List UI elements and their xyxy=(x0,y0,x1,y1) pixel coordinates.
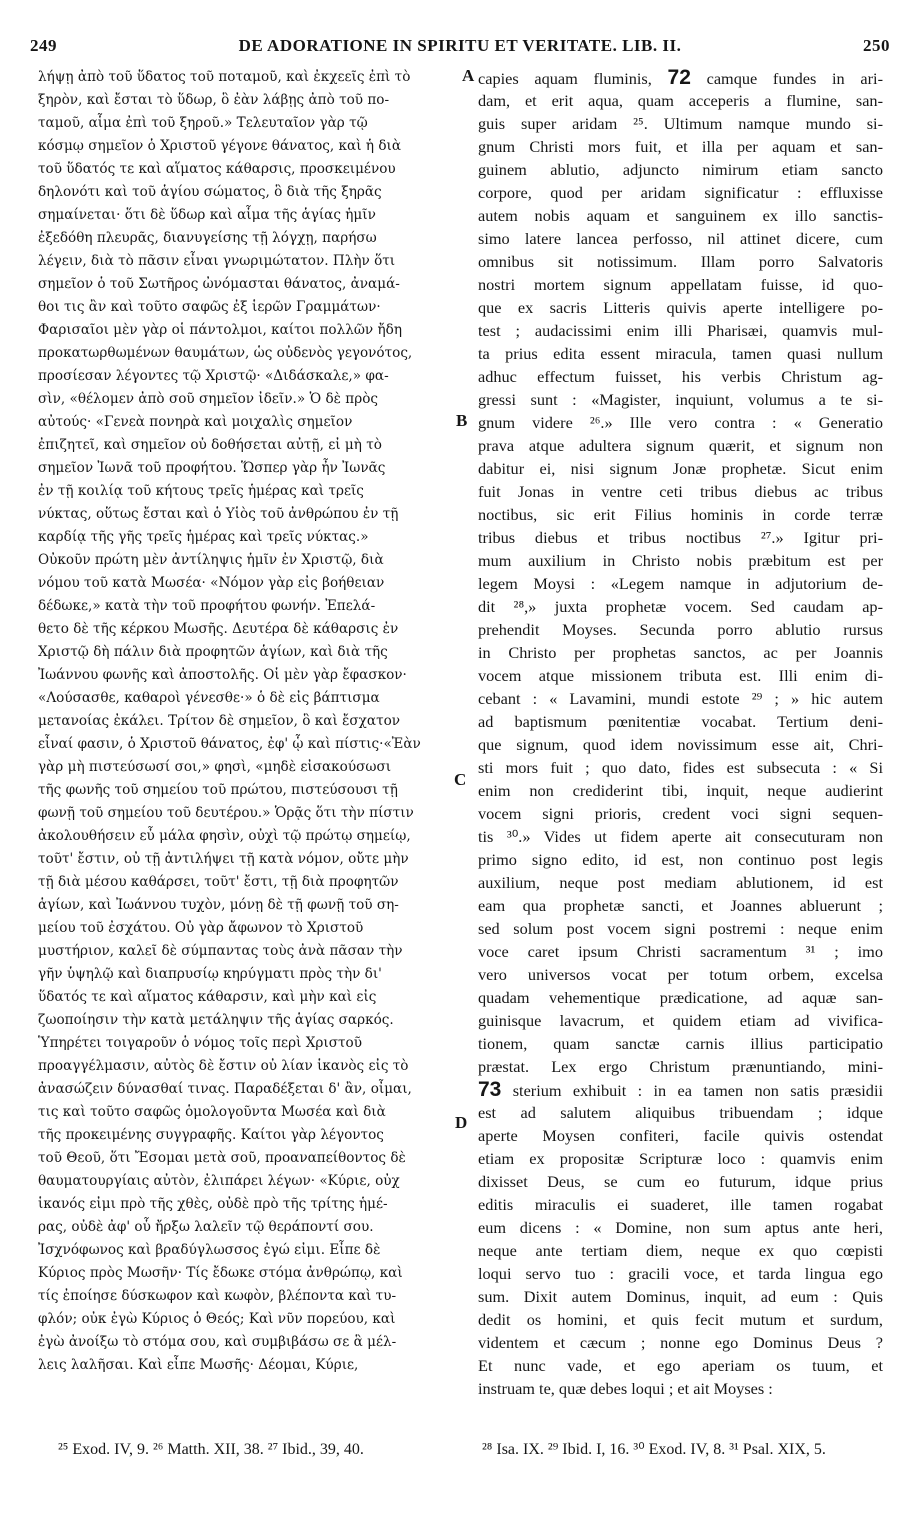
text-line: primo signo edito, id est, non continuo post legis xyxy=(478,850,883,869)
text-line: enim non crediderint tibi, inquit, neque audierint xyxy=(478,781,883,800)
text-line: dit ²⁸,» juxta prophetæ vocem. Sed caudam ap- xyxy=(478,597,883,616)
text-line: auxilium, neque post mediam ablutionem, id est xyxy=(478,873,883,892)
text-line: αὐτούς· «Γενεὰ πονηρὰ καὶ μοιχαλὶς σημεῖον xyxy=(38,414,353,430)
text-line: simo latere lancea perfosso, nil attinet dicere, cum xyxy=(478,229,883,248)
text-line: fuit Jonas in ventre ceti tribus diebus ac tribus xyxy=(478,482,883,501)
text-line: editis miraculis ei suaderet, ille tamen rogabat xyxy=(478,1195,883,1214)
text-line: Χριστῷ δὴ πάλιν διὰ προφητῶν ἁγίων, καὶ διὰ τῆς xyxy=(38,644,388,660)
text-line: videntem et cæcum ; nonne ego Dominus Deus ? xyxy=(478,1333,883,1352)
text-line: προαγγέλμασιν, αὐτὸς δὲ ἔστιν οὐ λίαν ἱκανὸς εἰς τὸ xyxy=(38,1058,409,1074)
text-line: vocem signi prioris, credent voci signi sequen- xyxy=(478,804,883,823)
text-line: guinem ablutio, adjuncto nimirum etiam sancto xyxy=(478,160,883,179)
column-marker-b: B xyxy=(456,411,468,430)
text-line: Ὑπηρέτει τοιγαροῦν ὁ νόμος τοῖς περὶ Χριστοῦ xyxy=(38,1035,362,1051)
text-segment: capies aquam fluminis, xyxy=(478,69,652,88)
text-line: que ex sacris Litteris quivis aperte intelligere po- xyxy=(478,298,883,317)
footnotes-left: ²⁵ Exod. IV, 9. ²⁶ Matth. XII, 38. ²⁷ Ibid., 39, 40. xyxy=(58,1441,364,1458)
column-number: 73 xyxy=(478,1078,502,1101)
text-line xyxy=(478,1078,883,1101)
text-line: Οὐκοῦν πρώτη μὲν ἀντίληψις ἡμῖν ἐν Χριστῷ, διὰ xyxy=(38,552,384,568)
text-line: μυστήριον, καλεῖ δὲ σύμπαντας τοὺς ἀνὰ πᾶσαν τὴν xyxy=(38,943,403,959)
text-line: σημεῖον Ἰωνᾶ τοῦ προφήτου. Ὥσπερ γὰρ ἦν Ἰωνᾶς xyxy=(38,460,386,476)
text-line: Ἰωάννου φωνῆς καὶ ἀποστολῆς. Οἱ μὲν γὰρ ἔφασκον· xyxy=(38,667,407,683)
text-line: τίς ἐποίησε δύσκωφον καὶ κωφὸν, βλέποντα καὶ τυ- xyxy=(38,1288,397,1304)
text-line: τοῦ ὕδατός τε καὶ αἵματος κάθαρσις, προσκειμένου xyxy=(38,161,396,177)
text-line: ξηρὸν, καὶ ἔσται τὸ ὕδωρ, ὃ ἐὰν λάβῃς ἀπὸ τοῦ πο- xyxy=(38,92,390,108)
text-line: γῆν ὑψηλῷ καὶ διαπρυσίῳ κηρύγματι πρὸς τὴν δι' xyxy=(38,966,382,982)
text-line: ἐπιζητεῖ, καὶ σημεῖον οὐ δοθήσεται αὐτῇ, εἰ μὴ τὸ xyxy=(38,437,382,453)
text-line: aperte Moysen confiteri, facile quivis ostendat xyxy=(478,1126,883,1145)
text-line: guinisque lavacrum, et quidem etiam ad vivifica- xyxy=(478,1011,883,1030)
text-line: gressi sunt : «Magister, inquiunt, volumus a te si- xyxy=(478,390,883,409)
text-segment: sterium exhibuit : in ea tamen non satis præsidii xyxy=(512,1081,883,1100)
text-line: τῆς φωνῆς τοῦ σημείου τοῦ πρώτου, πιστεύσουσι τῇ xyxy=(38,782,398,798)
greek-text-column xyxy=(38,66,456,1377)
text-line: quadam vehementique prædicatione, ad aquæ san- xyxy=(478,988,883,1007)
text-line: νόμου τοῦ κατὰ Μωσέα· «Νόμον γὰρ εἰς βοήθειαν xyxy=(38,575,385,591)
text-line: tionem, quam sanctæ carnis illius participatio xyxy=(478,1034,883,1053)
running-title: DE ADORATIONE IN SPIRITU ET VERITATE. LIB. II. xyxy=(238,36,682,55)
text-line: noctibus, sic erit Filius hominis in corde terræ xyxy=(478,505,883,524)
text-line: ἀκολουθήσειν εὖ μάλα φησὶν, οὐχὶ τῷ πρώτῳ σημείῳ, xyxy=(38,828,411,844)
text-line: νύκτας, οὕτως ἔσται καὶ ὁ Υἱὸς τοῦ ἀνθρώπου ἐν τῇ xyxy=(38,506,399,522)
text-line: gnum videre ²⁶.» Ille vero contra : « Generatio xyxy=(478,413,883,432)
text-line: est ad salutem aliquibus tribuendam ; idque xyxy=(478,1103,883,1122)
text-line: vocem atque missionem tributa est. Illi enim di- xyxy=(478,666,883,685)
text-line: ζωοποίησιν τὴν κατὰ μετάληψιν τῆς ἁγίας σαρκός. xyxy=(38,1012,394,1028)
text-line: προσίεσαν λέγοντες τῷ Χριστῷ· «Διδάσκαλε,» φα- xyxy=(38,368,389,384)
text-line: μείου τοῦ ἐσχάτου. Οὐ γὰρ ἄφωνον τὸ Χριστοῦ xyxy=(38,920,364,936)
text-line: eum dicens : « Domine, non sum aptus ante heri, xyxy=(478,1218,883,1237)
latin-text-column xyxy=(478,66,883,1400)
text-line: tis ³⁰.» Vides ut fidem aperte ait consecuturam non xyxy=(478,827,883,846)
text-line: eam qua prophetæ sancti, et Joannes abluerunt ; xyxy=(478,896,883,915)
running-header xyxy=(30,36,890,60)
text-line: λέγειν, διὰ τὸ πᾶσιν εἶναι γνωριμώτατον. Πλὴν ὅτι xyxy=(38,253,396,269)
text-line: φωνῇ τοῦ σημείου τοῦ δευτέρου.» Ὁρᾷς ὅτι τὴν πίστιν xyxy=(38,805,414,821)
text-line: δέδωκε,» κατὰ τὴν τοῦ προφήτου φωνήν. Ἐπελά- xyxy=(38,598,376,614)
text-line: προκατωρθωμένων θαυμάτων, ὡς οὐδενὸς γεγονότος, xyxy=(38,345,413,361)
text-line: guis super aridam ²⁵. Ultimum namque mundo si- xyxy=(478,114,883,133)
column-marker-a: A xyxy=(462,66,475,85)
text-line: prehendit Moyses. Secunda porro ablutio rursus xyxy=(478,620,883,639)
column-number: 72 xyxy=(667,66,691,89)
text-line: sum. Dixit autem Dominus, inquit, ad eum : Quis xyxy=(478,1287,883,1306)
page-number-right: 250 xyxy=(863,36,890,55)
text-line: instruam te, quæ debes loqui ; et ait Moyses : xyxy=(478,1379,773,1398)
text-line: Φαρισαῖοι μὲν γὰρ οἱ πάντολμοι, καίτοι πολλῶν ἤδη xyxy=(38,322,402,338)
text-line: vero universos vocat per totum orbem, excelsa xyxy=(478,965,883,984)
text-line: gnum Christi mors fuit, et illa per aquam et san- xyxy=(478,137,883,156)
text-line: voce caret ipsum Christi sacramentum ³¹ ; imo xyxy=(478,942,883,961)
text-line: legem Moysi : «Legem namque in adjutorium de- xyxy=(478,574,883,593)
text-line: λήψῃ ἀπὸ τοῦ ὕδατος τοῦ ποταμοῦ, καὶ ἐκχεεῖς ἐπὶ τὸ xyxy=(38,69,411,85)
text-line: θοι τις ἂν καὶ τοῦτο σαφῶς ἐξ ἱερῶν Γραμμάτων· xyxy=(38,299,381,315)
text-line: θετο δὲ τῆς κέρκου Μωσῆς. Δευτέρα δὲ κάθαρσις ἐν xyxy=(38,621,399,637)
text-line: sti mors fuit ; quo dato, fides est subsecuta : « Si xyxy=(478,758,883,777)
text-line: τοῦτ' ἔστιν, οὐ τῇ ἀντιλήψει τῇ κατὰ νόμον, οὔτε μὴν xyxy=(38,851,409,867)
text-line: κόσμῳ σημεῖον ὁ Χριστοῦ γέγονε θάνατος, καὶ ἡ διὰ xyxy=(38,138,402,154)
text-line: Ἰσχνόφωνος καὶ βραδύγλωσσος ἐγώ εἰμι. Εἶπε δὲ xyxy=(38,1242,381,1258)
text-segment: camque fundes in ari- xyxy=(706,69,883,88)
text-line: mum auxilium in Christo nobis præbitum est per xyxy=(478,551,883,570)
text-line: Κύριος πρὸς Μωσῆν· Τίς ἔδωκε στόμα ἀνθρώπῳ, καὶ xyxy=(38,1265,403,1281)
text-line: in Christo per prophetas sanctos, ac per Joannis xyxy=(478,643,883,662)
text-line: «Λούσασθε, καθαροὶ γένεσθε·» ὁ δὲ εἰς βάπτισμα xyxy=(38,690,380,706)
text-line: tribus diebus et tribus noctibus ²⁷.» Igitur pri- xyxy=(478,528,883,547)
column-marker-d: D xyxy=(455,1113,468,1132)
text-line: τῆς προκειμένης συγγραφῆς. Καίτοι γὰρ λέγοντος xyxy=(38,1127,384,1143)
text-line: dam, et erit aqua, quam acceperis a flumine, san- xyxy=(478,91,883,110)
text-line: que signum, quod idem novissimum esse ait, Chri- xyxy=(478,735,883,754)
text-line: dabitur ei, nisi signum Jonæ prophetæ. Sicut enim xyxy=(478,459,883,478)
text-line: ἐξεδόθη πλευρᾶς, διανυγείσης τῇ λόγχῃ, παρήσω xyxy=(38,230,377,246)
text-line: etiam ex propositæ Scripturæ loco : quamvis enim xyxy=(478,1149,883,1168)
text-line: ἱκανός εἰμι πρὸ τῆς χθὲς, οὐδὲ πρὸ τῆς τρίτης ἡμέ- xyxy=(38,1196,388,1212)
text-line xyxy=(478,66,883,89)
text-line: δηλονότι καὶ τοῦ ἁγίου σώματος, ὃ διὰ τῆς ξηρᾶς xyxy=(38,184,382,200)
text-line: adhuc effectum fuisset, his verbis Christum ag- xyxy=(478,367,883,386)
text-line: φλόν; οὐκ ἐγὼ Κύριος ὁ Θεός; Καὶ νῦν πορεύου, καὶ xyxy=(38,1311,396,1327)
text-line: ad baptismum pœnitentiæ vocabat. Tertium deni- xyxy=(478,712,883,731)
text-line: ἀνασώζειν δύνασθαί τινας. Παραδέξεται δ' ἂν, οἶμαι, xyxy=(38,1081,412,1097)
text-line: τοῦ Θεοῦ, ὅτι Ἔσομαι μετὰ σοῦ, προαναπείθοντος δὲ xyxy=(38,1150,406,1166)
text-line: καρδίᾳ τῆς γῆς τρεῖς ἡμέρας καὶ τρεῖς νύκτας.» xyxy=(38,529,369,545)
text-line: γὰρ μὴ πιστεύσωσί σοι,» φησὶ, «μηδὲ εἰσακούσωσι xyxy=(38,759,392,775)
text-line: εἶναί φασιν, ὁ Χριστοῦ θάνατος, ἐφ' ᾧ καὶ πίστις·«Ἐὰν xyxy=(38,736,421,752)
text-line: σὶν, «θέλομεν ἀπὸ σοῦ σημεῖον ἰδεῖν.» Ὁ δὲ πρὸς xyxy=(38,391,379,407)
text-line: prava atque adultera signum quærit, et signum non xyxy=(478,436,883,455)
text-line: ta prius edita essent miracula, tamen quasi nullum xyxy=(478,344,883,363)
text-line: μετανοίας ἐκάλει. Τρίτον δὲ σημεῖον, ὃ καὶ ἔσχατον xyxy=(38,713,401,729)
text-line: sed solum post vocem signi postremi : neque enim xyxy=(478,919,883,938)
text-line: cebant : « Lavamini, mundi estote ²⁹ ; » hic autem xyxy=(478,689,883,708)
text-line: ὕδατός τε καὶ αἵματος κάθαρσιν, καὶ μὴν καὶ εἰς xyxy=(38,989,377,1005)
text-line: ἐγὼ ἀνοίξω τὸ στόμα σου, καὶ συμβιβάσω σε ἃ μέλ- xyxy=(38,1334,397,1350)
text-line: τῇ διὰ μέσου καθάρσει, τοῦτ' ἔστι, τῇ διὰ προφητῶν xyxy=(38,874,399,890)
text-line: λεις λαλῆσαι. Καὶ εἶπε Μωσῆς· Δέομαι, Κύριε, xyxy=(38,1357,359,1373)
text-line: ρας, οὐδὲ ἀφ' οὗ ἤρξω λαλεῖν τῷ θεράποντί σου. xyxy=(38,1219,374,1235)
text-line: præstat. Lex ergo Christum prænuntiando, mini- xyxy=(478,1057,883,1076)
text-line: θαυματουργίαις αὐτὸν, ἐλιπάρει λέγων· «Κύριε, οὐχ xyxy=(38,1173,400,1189)
text-line: test ; audacissimi enim illi Pharisæi, quamvis mul- xyxy=(478,321,883,340)
text-line: ἐν τῇ κοιλίᾳ τοῦ κήτους τρεῖς ἡμέρας καὶ τρεῖς xyxy=(38,483,364,499)
text-line: omnibus sit notissimum. Illam porro Salvatoris xyxy=(478,252,883,271)
text-line: ταμοῦ, αἷμα ἐπὶ τοῦ ξηροῦ.» Τελευταῖον γὰρ τῷ xyxy=(38,115,368,131)
page-number-left: 249 xyxy=(30,36,57,55)
text-line: σημαίνεται· ὅτι δὲ ὕδωρ καὶ αἷμα τῆς ἁγίας ἡμῖν xyxy=(38,207,376,223)
text-line: loqui servo tuo : gracili voce, et tarda lingua ego xyxy=(478,1264,883,1283)
text-line: ἁγίων, καὶ Ἰωάννου τυχὸν, μόνῃ δὲ τῇ φωνῇ τοῦ ση- xyxy=(38,897,399,913)
text-line: autem nobis aquam et sanguinem ex illo sanctis- xyxy=(478,206,883,225)
text-line: neque ante tertiam diem, neque ex quo cœpisti xyxy=(478,1241,883,1260)
text-line: corpore, quod per aridam significatur : effluxisse xyxy=(478,183,883,202)
text-line: τις καὶ τοῦτο σαφῶς ὁμολογοῦντα Μωσέα καὶ διὰ xyxy=(38,1104,386,1120)
footnotes-right: ²⁸ Isa. IX. ²⁹ Ibid. I, 16. ³⁰ Exod. IV, 8. ³¹ Psal. XIX, 5. xyxy=(482,1441,826,1458)
text-line: nostri mortem signum appellatam fuisse, id quo- xyxy=(478,275,883,294)
column-marker-c: C xyxy=(454,770,467,789)
text-line: dixisset Deus, se cum eo futurum, idque prius xyxy=(478,1172,883,1191)
text-line: Et nunc vade, et ego aperiam os tuum, et xyxy=(478,1356,883,1375)
text-line: σημεῖον ὁ τοῦ Σωτῆρος ὠνόμασται θάνατος, ἀναμά- xyxy=(38,276,400,292)
text-line: dedit os homini, et quis fecit mutum et surdum, xyxy=(478,1310,883,1329)
